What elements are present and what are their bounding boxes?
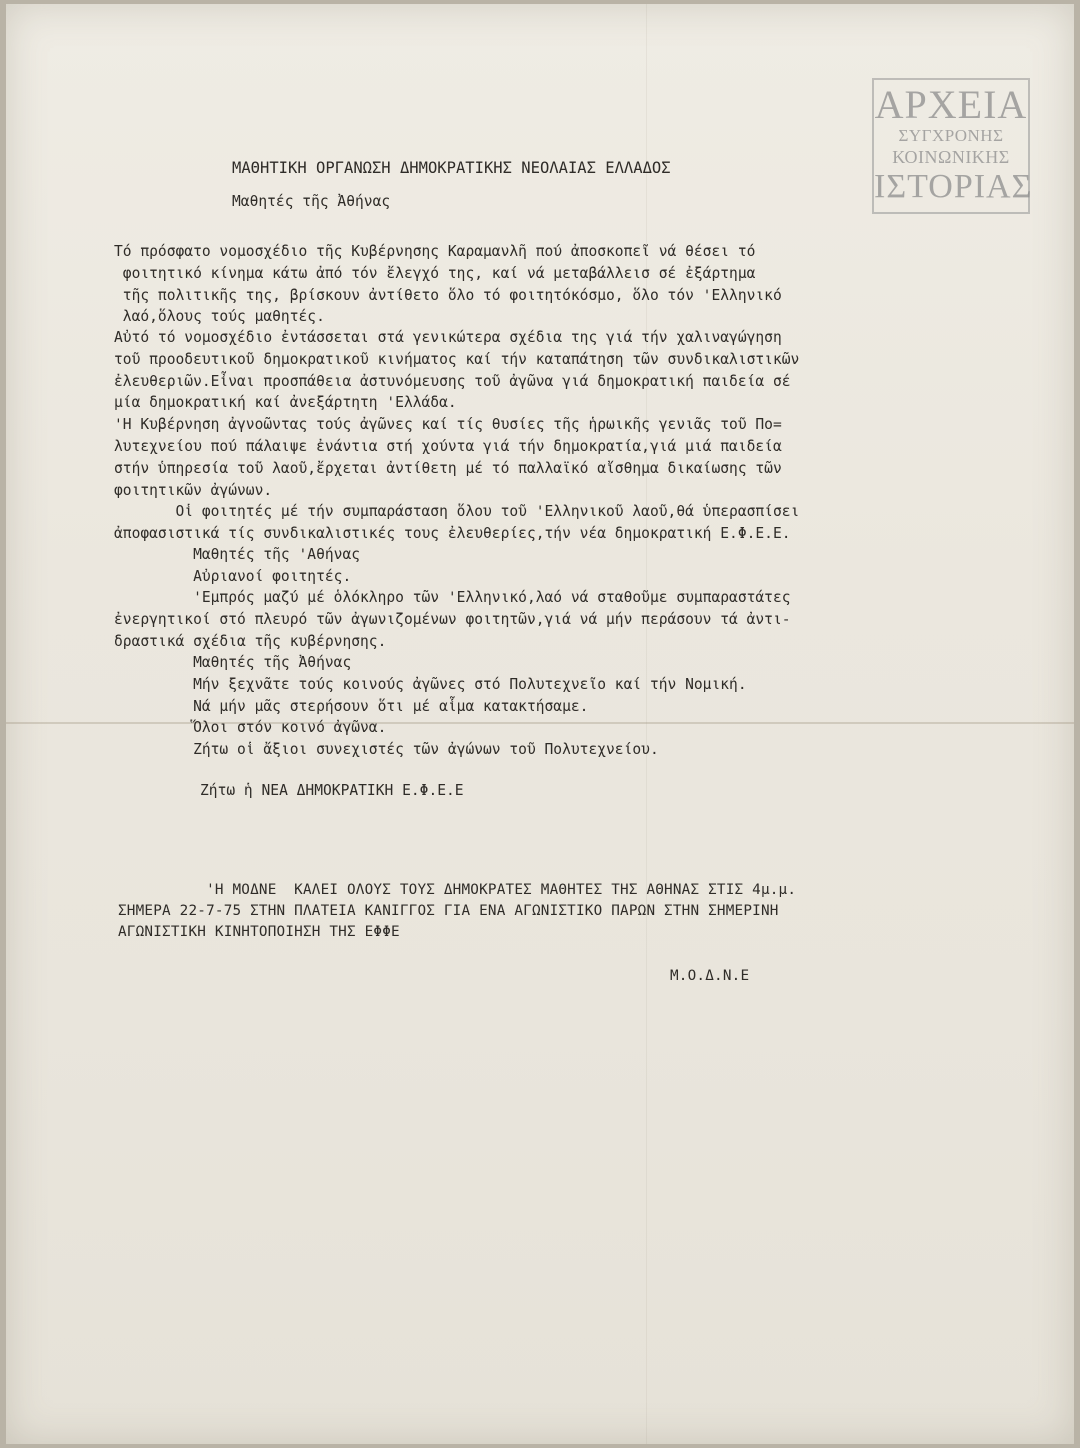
stamp-line: ΙΣΤΟΡΙΑΣ — [874, 168, 1033, 205]
body-line: ἐλευθεριῶν.Εἶναι προσπάθεια ἀστυνόμευσης τοῦ ἀγῶνα γιά δημοκρατική παιδεία σέ — [114, 373, 791, 390]
body-line: τοῦ προοδευτικοῦ δημοκρατικοῦ κινήματος καί τήν καταπάτηση τῶν συνδικαλιστικῶν — [114, 351, 800, 368]
body-line: φοιτητικό κίνημα κάτω ἀπό τόν ἔλεγχό της, καί νά μεταβάλλεισ σέ ἐξάρτημα — [114, 265, 756, 282]
body-line: τῆς πολιτικῆς της, βρίσκουν ἀντίθετο ὅλο τό φοιτητόκόσμο, ὅλο τόν 'Ελληνικό — [114, 287, 782, 304]
body-line: λυτεχνείου πού πάλαιψε ἐνάντια στή χούντα γιά τήν δημοκρατία,γιά μιά παιδεία — [114, 438, 782, 455]
stamp-line: ΣΥΓΧΡΟΝΗΣ — [898, 126, 1004, 145]
body-line: μία δημοκρατική καί ἀνεξάρτητη 'Ελλάδα. — [114, 394, 457, 411]
body-line: λαό,ὅλους τούς μαθητές. — [114, 308, 325, 325]
notice-line: ΑΓΩΝΙΣΤΙΚΗ ΚΙΝΗΤΟΠΟΙΗΣΗ ΤΗΣ ΕΦΦΕ — [118, 924, 400, 940]
body-line: Τό πρόσφατο νομοσχέδιο τῆς Κυβέρνησης Καραμανλῆ πού ἀποσκοπεῖ νά θέσει τό — [114, 243, 756, 260]
body-line: Ζήτω οἱ ἄξιοι συνεχιστές τῶν ἀγώνων τοῦ Πολυτεχνείου. — [114, 741, 659, 758]
body-line: ἀποφασιστικά τίς συνδικαλιστικές τους ἐλευθερίες,τήν νέα δημοκρατική Ε.Φ.Ε.Ε. — [114, 525, 791, 542]
body-line: 'Εμπρός μαζύ μέ ὁλόκληρο τῶν 'Ελληνικό,λαό νά σταθοῦμε συμπαραστάτες — [114, 589, 791, 606]
document-heading: ΜΑΘΗΤΙΚΗ ΟΡΓΑΝΩΣΗ ΔΗΜΟΚΡΑΤΙΚΗΣ ΝΕΟΛΑΙΑΣ ΕΛΛΑΔΟΣ — [232, 159, 671, 177]
body-line: Αὐτό τό νομοσχέδιο ἐντάσσεται στά γενικώτερα σχέδια της γιά τήν χαλιναγώγηση — [114, 329, 782, 346]
body-line: Ὅλοι στόν κοινό ἀγῶνα. — [114, 719, 387, 736]
body-line: Οἱ φοιτητές μέ τήν συμπαράσταση ὅλου τοῦ 'Ελληνικοῦ λαοῦ,θά ὑπερασπίσει — [114, 503, 800, 520]
body-line: ἐνεργητικοί στό πλευρό τῶν ἀγωνιζομένων φοιτητῶν,γιά νά μήν περάσουν τά ἀντι- — [114, 611, 791, 628]
slogan: Ζήτω ἡ ΝΕΑ ΔΗΜΟΚΡΑΤΙΚΗ Ε.Φ.Ε.Ε — [200, 782, 464, 799]
fold-crease-vertical — [646, 4, 647, 1444]
salutation: Μαθητές τῆς Ἀθήνας — [232, 193, 391, 210]
document-page — [6, 4, 1074, 1444]
notice-line: ΣΗΜΕΡΑ 22-7-75 ΣΤΗΝ ΠΛΑΤΕΙΑ ΚΑΝΙΓΓΟΣ ΓΙΑ ΕΝΑ ΑΓΩΝΙΣΤΙΚΟ ΠΑΡΩΝ ΣΤΗΝ ΣΗΜΕΡΙΝΗ — [118, 903, 779, 919]
stamp-line: ΑΡΧΕΙΑ — [874, 82, 1028, 127]
body-line: Μαθητές τῆς 'Αθήνας — [114, 546, 361, 563]
body-line: Νά μήν μᾶς στερήσουν ὅτι μέ αἷμα κατακτήσαμε. — [114, 698, 589, 715]
body-line: Αὐριανοί φοιτητές. — [114, 568, 352, 585]
notice-line: 'Η ΜΟΔΝΕ ΚΑΛΕΙ ΟΛΟΥΣ ΤΟΥΣ ΔΗΜΟΚΡΑΤΕΣ ΜΑΘΗΤΕΣ ΤΗΣ ΑΘΗΝΑΣ ΣΤΙΣ 4μ.μ. — [118, 882, 797, 898]
body-line: στήν ὑπηρεσία τοῦ λαοῦ,ἔρχεται ἀντίθετη μέ τό παλλαϊκό αἴσθημα δικαίωσης τῶν — [114, 460, 782, 477]
body-line: 'Η Κυβέρνηση ἀγνοῶντας τούς ἀγῶνες καί τίς θυσίες τῆς ἡρωικῆς γενιᾶς τοῦ Πο= — [114, 416, 782, 433]
archive-stamp-logo — [872, 78, 1033, 214]
signature: Μ.Ο.Δ.Ν.Ε — [670, 968, 750, 984]
body-line: Μαθητές τῆς Ἀθήνας — [114, 654, 352, 671]
stamp-line: ΚΟΙΝΩΝΙΚΗΣ — [892, 147, 1010, 167]
body-line: φοιτητικῶν ἀγώνων. — [114, 482, 273, 499]
body-line: Μήν ξεχνᾶτε τούς κοινούς ἀγῶνες στό Πολυτεχνεῖο καί τήν Νομική. — [114, 676, 747, 693]
body-line: δραστικά σχέδια τῆς κυβέρνησης. — [114, 633, 387, 650]
